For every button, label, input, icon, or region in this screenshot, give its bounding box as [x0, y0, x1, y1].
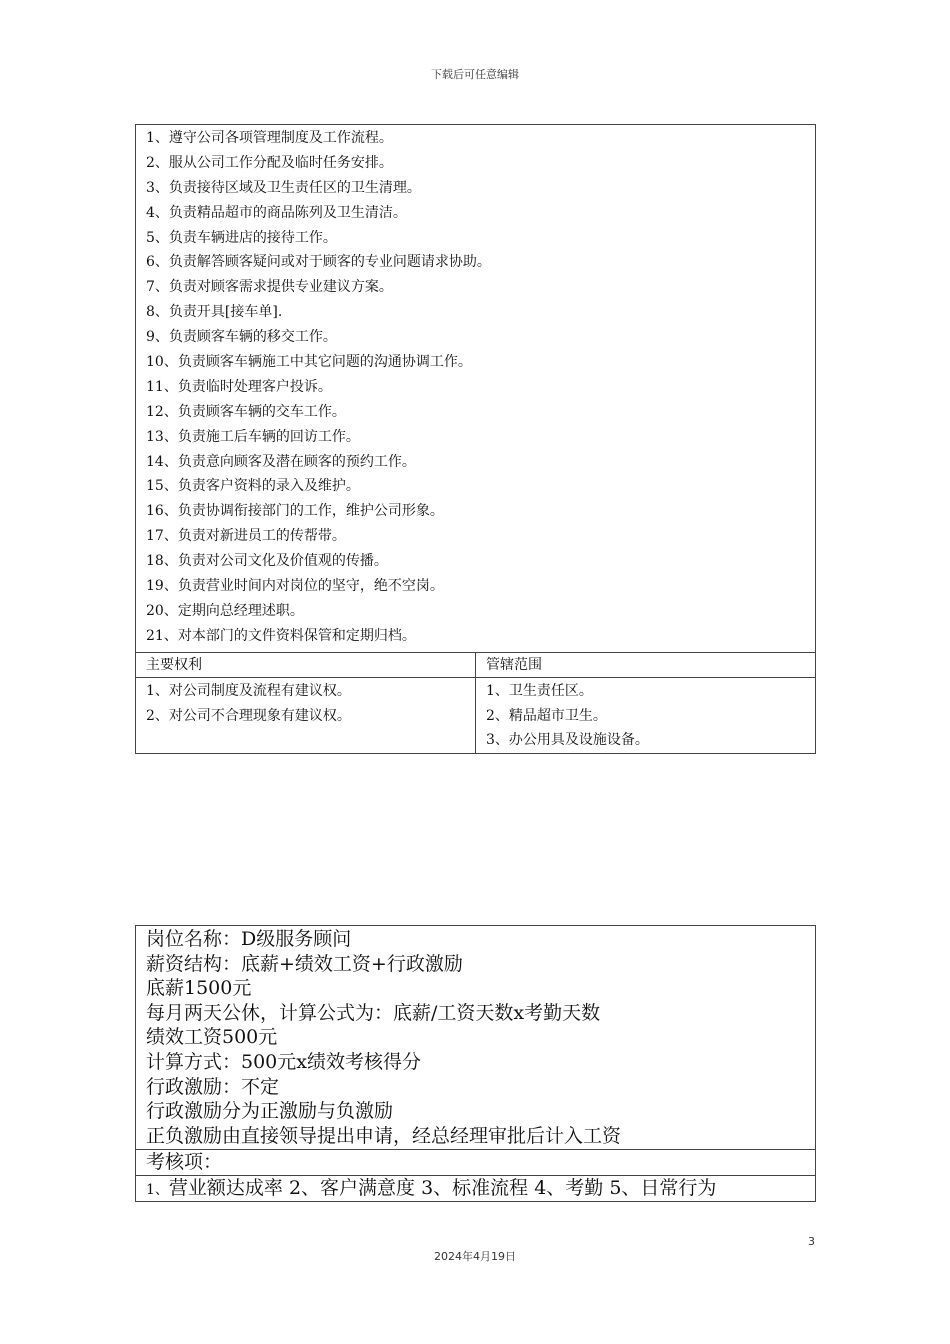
duty-item: 19、负责营业时间内对岗位的坚守，绝不空岗。 — [146, 578, 444, 595]
base-salary-formula: 每月两天公休，计算公式为：底薪/工资天数x考勤天数 — [146, 1001, 601, 1024]
duty-item: 4、负责精品超市的商品陈列及卫生清洁。 — [146, 204, 407, 221]
duties-table — [135, 124, 816, 754]
rights-header-row — [136, 652, 816, 677]
assessment-items-text: 营业额达成率 2、客户满意度 3、标准流程 4、考勤 5、日常行为 — [168, 1176, 717, 1199]
scope-cell — [476, 677, 816, 754]
duty-item: 12、负责顾客车辆的交车工作。 — [146, 403, 346, 420]
performance-salary: 绩效工资500元 — [146, 1026, 278, 1049]
duty-item: 5、负责车辆进店的接待工作。 — [146, 229, 337, 246]
duty-item: 21、对本部门的文件资料保管和定期归档。 — [146, 627, 416, 644]
salary-cell — [136, 926, 816, 1150]
duty-item: 8、负责开具[接车单]. — [146, 304, 283, 321]
page-number: 3 — [808, 1235, 815, 1248]
duties-row — [136, 125, 816, 653]
rights-title: 主要权利 — [136, 652, 476, 677]
duty-item: 1、遵守公司各项管理制度及工作流程。 — [146, 130, 393, 146]
assessment-items — [146, 1176, 805, 1201]
scope-item: 3、办公用具及设施设备。 — [486, 732, 649, 749]
duty-item: 6、负责解答顾客疑问或对于顾客的专业问题请求协助。 — [146, 254, 491, 271]
duty-item: 9、负责顾客车辆的移交工作。 — [146, 329, 337, 346]
duty-item: 18、负责对公司文化及价值观的传播。 — [146, 553, 388, 570]
scope-item: 1、卫生责任区。 — [486, 682, 593, 699]
assessment-items-row — [136, 1175, 816, 1201]
duties-cell — [136, 125, 816, 653]
duty-item: 7、负责对顾客需求提供专业建议方案。 — [146, 279, 393, 296]
duty-item: 2、服从公司工作分配及临时任务安排。 — [146, 154, 393, 171]
scope-title: 管辖范围 — [476, 652, 816, 677]
salary-structure: 薪资结构：底薪+绩效工资+行政激励 — [146, 952, 463, 975]
duty-item: 3、负责接待区域及卫生责任区的卫生清理。 — [146, 179, 421, 196]
admin-incentive-types: 行政激励分为正激励与负激励 — [146, 1100, 394, 1123]
duty-item: 20、定期向总经理述职。 — [146, 602, 304, 619]
footer-date: 2024年4月19日 — [434, 1250, 516, 1263]
duty-item: 14、负责意向顾客及潜在顾客的预约工作。 — [146, 453, 416, 470]
position-name: 岗位名称：D级服务顾问 — [146, 928, 352, 950]
assessment-items-cell — [136, 1175, 816, 1201]
scope-item: 2、精品超市卫生。 — [486, 707, 607, 724]
position-table — [135, 925, 816, 1202]
assessment-prefix: 1、 — [146, 1181, 169, 1198]
assessment-title-cell — [136, 1150, 816, 1176]
base-salary: 底薪1500元 — [146, 977, 252, 1000]
duty-item: 13、负责施工后车辆的回访工作。 — [146, 428, 360, 445]
admin-incentive-approval: 正负激励由直接领导提出申请，经总经理审批后计入工资 — [146, 1124, 622, 1147]
salary-row — [136, 926, 816, 1150]
rights-content-row — [136, 677, 816, 754]
page-header: 下载后可任意编辑 — [431, 68, 519, 81]
duty-item: 10、负责顾客车辆施工中其它问题的沟通协调工作。 — [146, 354, 472, 371]
performance-formula: 计算方式：500元x绩效考核得分 — [146, 1050, 421, 1073]
duty-item: 15、负责客户资料的录入及维护。 — [146, 478, 360, 495]
rights-item: 2、对公司不合理现象有建议权。 — [146, 707, 351, 724]
assessment-title: 考核项： — [146, 1151, 223, 1174]
rights-cell — [136, 677, 476, 754]
duty-item: 16、负责协调衔接部门的工作，维护公司形象。 — [146, 503, 444, 520]
admin-incentive: 行政激励：不定 — [146, 1075, 280, 1098]
assessment-title-row — [136, 1150, 816, 1176]
duty-item: 11、负责临时处理客户投诉。 — [146, 378, 332, 395]
duty-item: 17、负责对新进员工的传帮带。 — [146, 528, 346, 545]
rights-item: 1、对公司制度及流程有建议权。 — [146, 682, 351, 699]
